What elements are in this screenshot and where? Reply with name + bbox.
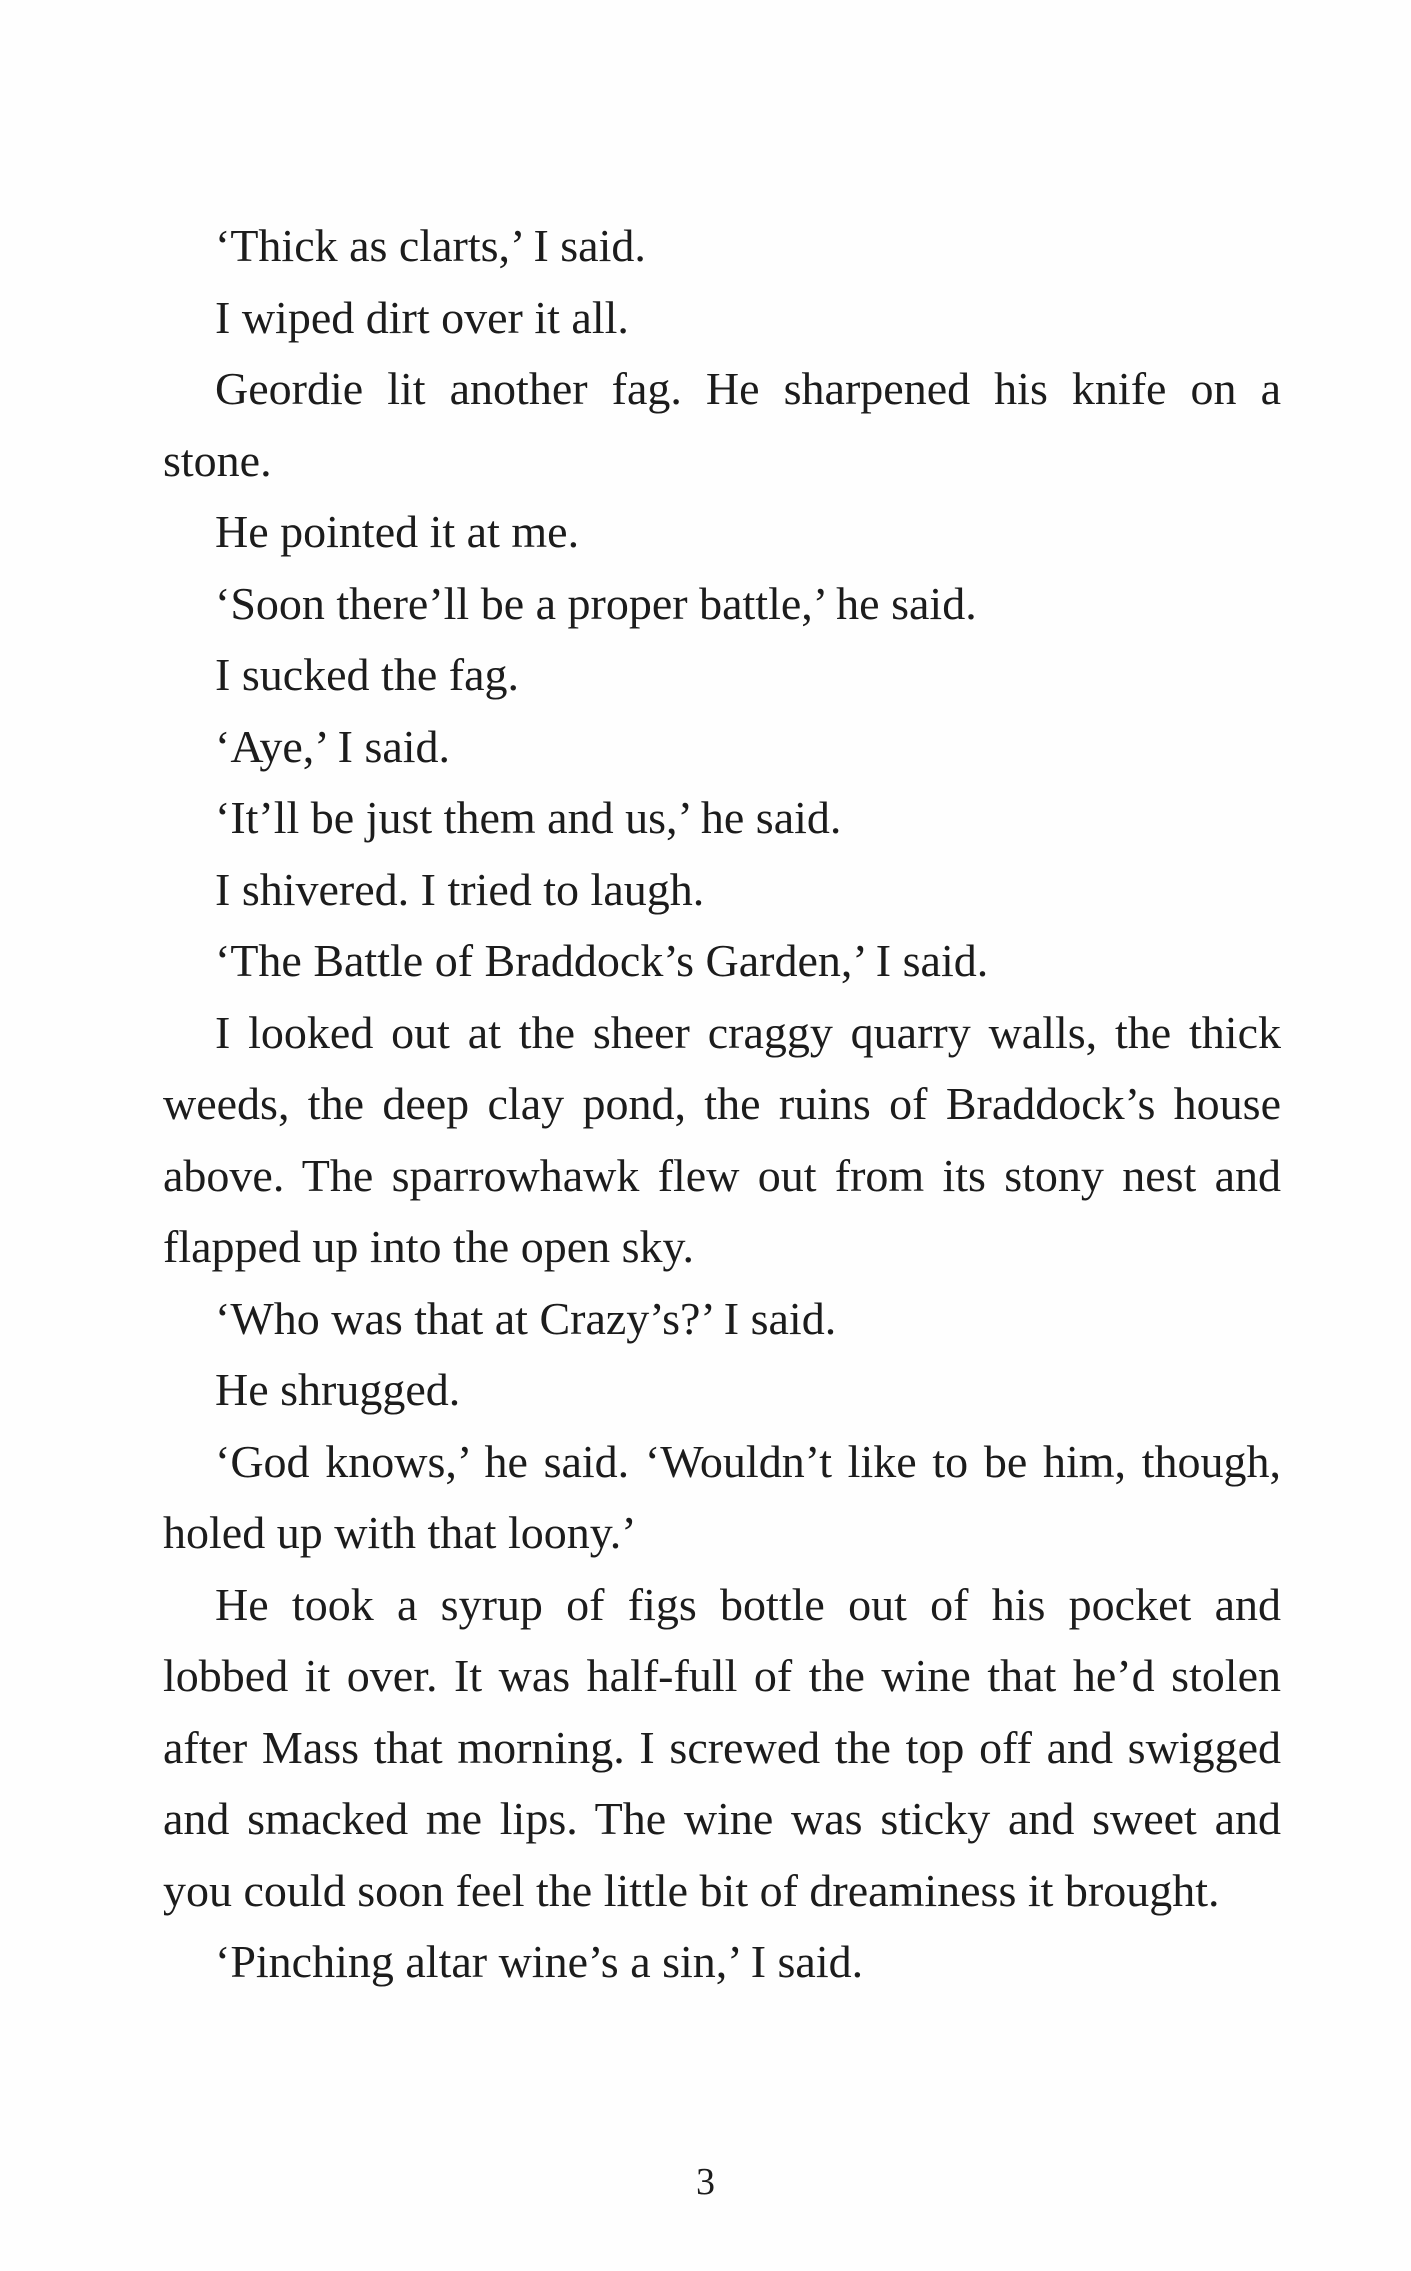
paragraph: I shivered. I tried to laugh.	[215, 863, 705, 915]
paragraph: ‘Pinching altar wine’s a sin,’ I said.	[215, 1936, 864, 1987]
paragraph: ‘Who was that at Crazy’s?’ I said.	[215, 1292, 837, 1344]
paragraph: ‘Aye,’ I said.	[215, 720, 451, 772]
body-text	[163, 210, 1281, 1998]
paragraph: ‘God knows,’ he said. ‘Wouldn’t like to be him, though, holed up with that loony.’	[163, 1435, 1281, 1558]
page-number: 3	[696, 2161, 715, 2203]
paragraph: He took a syrup of figs bottle out of his pocket and lobbed it over. It was half-full of the wine that he’d stolen after Mass that morning. I screwed the top off and swigged and smacked me lips. The wine was sticky and sweet and you could soon feel the little bit of dreaminess it brought.	[163, 1578, 1281, 1916]
paragraph: He pointed it at me.	[215, 506, 580, 557]
paragraph: ‘Thick as clarts,’ I said.	[215, 220, 646, 271]
paragraph: ‘The Battle of Braddock’s Garden,’ I said.	[215, 935, 989, 986]
paragraph: ‘It’ll be just them and us,’ he said.	[215, 792, 842, 843]
paragraph: ‘Soon there’ll be a proper battle,’ he said.	[215, 577, 977, 629]
paragraph: I sucked the fag.	[215, 649, 519, 700]
paragraph: Geordie lit another fag. He sharpened his knife on a stone.	[163, 363, 1281, 486]
paragraph: He shrugged.	[215, 1364, 461, 1415]
paragraph: I looked out at the sheer craggy quarry walls, the thick weeds, the deep clay pond, the ruins of Braddock’s house above. The sparrowhawk flew out from its stony nest and flapped up into the open sky.	[163, 1006, 1281, 1272]
paragraph: I wiped dirt over it all.	[215, 291, 629, 343]
